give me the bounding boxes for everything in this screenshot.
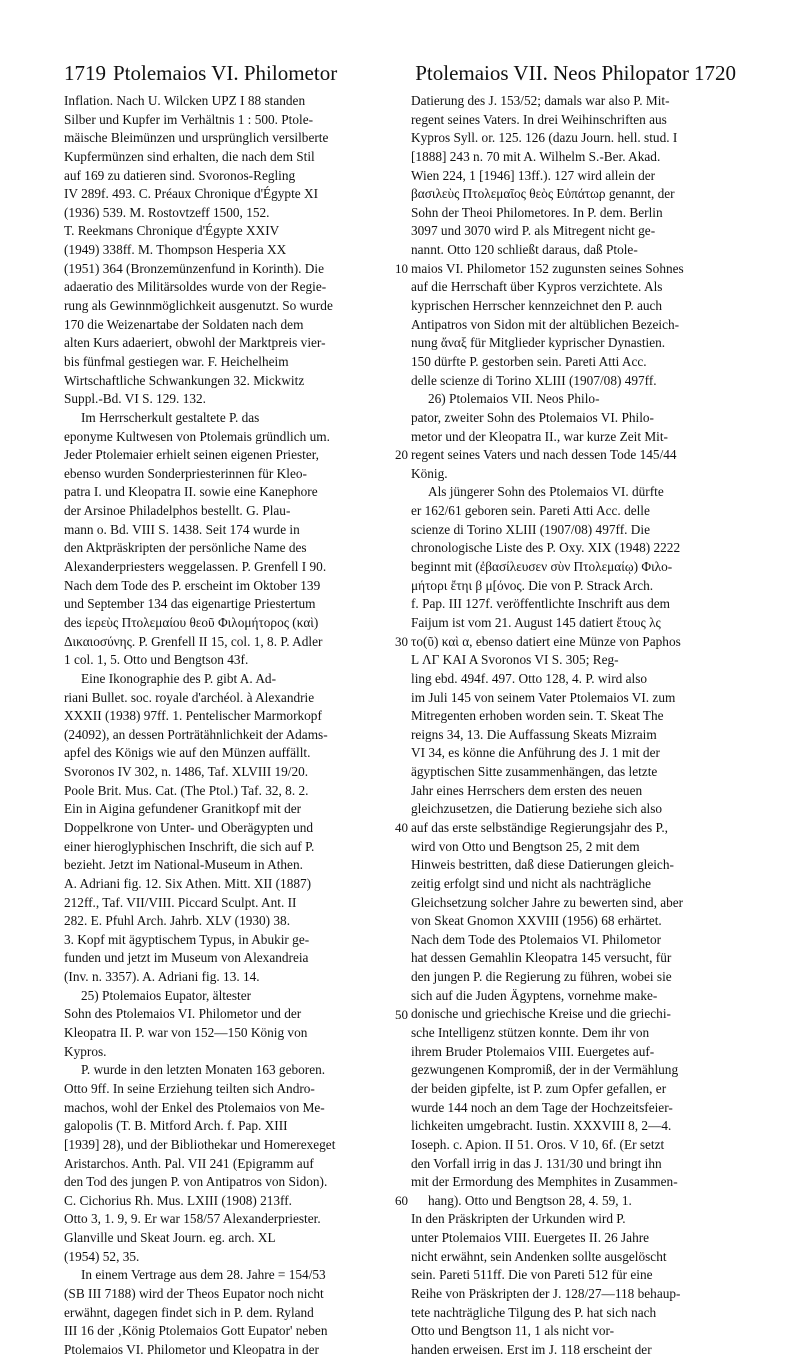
text-line: tete nachträgliche Tilgung des P. hat sich nach [411,1304,657,1320]
text-line: Im Herrscherkult gestaltete P. das [81,409,260,425]
text-line: Nach dem Tode des P. erscheint im Oktober 139 [64,577,321,593]
text-line: Inflation. Nach U. Wilcken UPZ I 88 standen [64,93,306,108]
page-header [64,60,736,86]
text-line: (1936) 539. M. Rostovtzeff 1500, 152. [64,204,270,220]
text-line: Sohn des Ptolemaios VI. Philometor und der [64,1006,302,1022]
line-number: 40 [395,820,408,836]
text-line: Ioseph. c. Apion. II 51. Oros. V 10, 6f. (Er setzt [411,1136,665,1152]
text-line: rung als Gewinnmöglichkeit ausgenutzt. So wurde [64,298,333,314]
right-page-number: 1720 [694,61,736,85]
text-line: (1949) 338ff. M. Thompson Hesperia XX [64,242,287,258]
text-line: funden und jetzt im Museum von Alexandreia [64,950,309,966]
text-line: T. Reekmans Chronique d'Égypte XXIV [64,223,280,239]
right-running-title: Ptolemaios VII. Neos Philopator [415,61,689,85]
text-line: Jahr eines Herrschers dem ersten des neuen [411,782,643,798]
text-line: ägyptischen Sitte zusammenhängen, das letzte [411,764,658,780]
text-line: einer hieroglyphischen Inschrift, die sich auf P. [64,838,315,854]
text-line: Reihe von Präskripten der J. 128/27—118 behaup- [411,1286,681,1301]
text-line: Otto 9ff. In seine Erziehung teilten sich Andro- [64,1080,315,1096]
text-line: der Arsinoe Philadelphos bestellt. G. Plau- [64,503,291,519]
text-line: Doppelkrone von Unter- und Oberägypten und [64,819,313,835]
text-line: XXXII (1938) 97ff. 1. Pentelischer Marmorkopf [64,708,322,724]
text-line: P. wurde in den letzten Monaten 163 geboren. [81,1062,326,1078]
left-page-number: 1719 [64,61,106,85]
text-line: Nach dem Tode des Ptolemaios VI. Philometor [411,931,662,947]
text-line: Otto 3, 1. 9, 9. Er war 158/57 Alexanderpriester. [64,1211,321,1227]
text-line: Ein in Aigina gefundener Granitkopf mit der [64,801,302,817]
text-line: (1951) 364 (Bronzemünzenfund in Korinth). Die [64,260,324,276]
text-line: erwähnt, dagegen findet sich in P. dem. Ryland [64,1304,314,1320]
text-line: machos, wohl der Enkel des Ptolemaios von Me- [64,1099,325,1115]
text-line: Kleopatra II. P. war von 152—150 König von [64,1025,308,1041]
right-running-head [415,60,736,86]
text-line: Gleichsetzung solcher Jahre zu bewerten sind, aber [411,894,684,910]
text-line: unter Ptolemaios VIII. Euergetes II. 26 Jahre [411,1230,650,1246]
text-line: το(ῦ) καὶ α, ebenso datiert eine Münze von Paphos [411,633,681,649]
text-line: In den Präskripten der Urkunden wird P. [411,1211,626,1227]
text-line: (SB III 7188) wird der Theos Eupator noch nicht [64,1286,324,1301]
text-line: wurde 144 noch an dem Tage der Hochzeitsfeier- [411,1099,673,1115]
text-line: apfel des Königs wie auf den Münzen auffällt. [64,745,311,761]
text-line: Datierung des J. 153/52; damals war also P. Mit- [411,93,670,108]
text-line: nung ἄναξ für Mitglieder kyprischer Dynastien. [411,335,666,351]
text-line: 3. Kopf mit ägyptischem Typus, in Abukir ge- [64,931,310,947]
text-line: bezieht. Jetzt im National-Museum in Athen. [64,857,303,873]
text-line: auf 169 zu datieren sind. Svoronos-Regling [64,167,296,183]
text-line: den Vorfall irrig in das J. 131/30 und bringt ihn [411,1155,662,1171]
text-line: adaeratio des Militärsoldes wurde von der Regie- [64,279,327,295]
text-line: den jungen P. die Regierung zu führen, wobei sie [411,969,672,985]
text-line: In einem Vertrage aus dem 28. Jahre = 154/53 [81,1267,326,1283]
text-line: Otto und Bengtson 11, 1 als nicht vor- [411,1323,615,1339]
text-line: maios VI. Philometor 152 zugunsten seines Sohnes [411,260,684,276]
text-line: er 162/61 geboren sein. Pareti Atti Acc. delle [411,503,650,519]
text-line: Als jüngerer Sohn des Ptolemaios VI. dürfte [428,484,664,500]
text-line: Hinweis bestritten, daß diese Datierungen gleich- [411,857,674,873]
text-line: 282. E. Pfuhl Arch. Jahrb. XLV (1930) 38. [64,913,291,929]
text-line: Wirtschaftliche Schwankungen 32. Mickwitz [64,372,305,388]
text-line: Kypros Syll. or. 125. 126 (dazu Journ. hell. stud. I [411,130,678,146]
text-line: Sohn der Theoi Philometores. In P. dem. Berlin [411,204,663,220]
left-running-head [64,60,337,86]
text-line: beginnt mit (ἐβασίλευσεν σὺν Πτολεμαίῳ) Φιλο- [411,559,673,575]
text-line: pator, zweiter Sohn des Ptolemaios VI. Philo- [411,409,654,425]
text-line: Faijum ist vom 21. August 145 datiert ἔτους λς [411,614,661,630]
text-line: (1954) 52, 35. [64,1248,140,1264]
text-line: Suppl.-Bd. VI S. 129. 132. [64,391,206,407]
text-line: (Inv. n. 3357). A. Adriani fig. 13. 14. [64,969,260,985]
text-line: μήτορι ἔτηι β μ[όνος. Die von P. Strack Arch. [411,577,654,593]
text-line: gleichzusetzen, die Datierung beziehe sich also [411,801,663,817]
text-line: ihrem Bruder Ptolemaios VIII. Euergetes auf- [411,1043,655,1059]
line-number: 20 [395,447,408,463]
text-line: reigns 34, 13. Die Auffassung Skeats Mizraim [411,726,657,742]
text-line: 3097 und 3070 wird P. als Mitregent nicht ge- [411,223,656,239]
line-number: 60 [395,1193,408,1209]
text-line: im Juli 145 von seinem Vater Ptolemaios VI. zum [411,689,676,705]
text-line: mäische Bleimünzen und ursprünglich versilberte [64,130,329,146]
text-line: C. Cichorius Rh. Mus. LXIII (1908) 213ff. [64,1192,293,1208]
text-line: chronologische Liste des P. Oxy. XIX (1948) 2222 [411,540,681,556]
text-line: III 16 der ‚König Ptolemaios Gott Eupator' neben [64,1323,328,1339]
text-line: mann o. Bd. VIII S. 1438. Seit 174 wurde in [64,521,300,537]
text-line: den Tod des jungen P. von Antipatros von Sidon). [64,1174,328,1190]
text-line: A. Adriani fig. 12. Six Athen. Mitt. XII (1887) [64,875,312,891]
text-line: donische und griechische Kreise und die griechi- [411,1006,671,1022]
text-line: von Skeat Gnomon XXVIII (1956) 68 erhärtet. [411,913,662,929]
text-line: [1939] 28), und der Bibliothekar und Homerexeget [64,1136,336,1152]
text-line: König. [411,465,448,481]
text-line: hat dessen Gemahlin Kleopatra 145 versucht, für [411,950,672,966]
text-line: VI 34, es könne die Anführung des J. 1 mit der [411,745,660,761]
text-line: auf die Herrschaft über Kypros verzichtete. Als [411,279,663,295]
text-line: eponyme Kultwesen von Ptolemais gründlich um. [64,428,330,444]
text-line: ebenso wurden Sonderpriesterinnen für Kleo- [64,465,307,481]
text-line: wird von Otto und Bengtson 25, 2 mit dem [411,838,640,854]
text-line: Antipatros von Sidon mit der altüblichen Bezeich- [411,316,680,332]
text-line: IV 289f. 493. C. Préaux Chronique d'Égypte XI [64,186,319,202]
text-line: alten Kurs adaeriert, obwohl der Marktpreis vier- [64,335,326,351]
text-line: nicht erwähnt, sein Andenken sollte ausgelöscht [411,1248,667,1264]
text-line: Alexanderpriesters weggelassen. P. Grenfell I 90. [64,559,327,575]
text-line: den Aktpräskripten der persönliche Name des [64,540,307,556]
text-line: f. Pap. III 127f. veröffentlichte Inschrift aus dem [411,596,670,612]
text-line: 212ff., Taf. VII/VIII. Piccard Sculpt. Ant. II [64,894,297,910]
text-line: [1888] 243 n. 70 mit A. Wilhelm S.-Ber. Akad. [411,148,661,164]
text-line: metor und der Kleopatra II., war kurze Zeit Mit- [411,428,668,444]
text-line: auf das erste selbständige Regierungsjahr des P., [411,819,669,835]
text-line: Wien 224, 1 [1946] 13ff.). 127 wird allein der [411,167,656,183]
text-line: riani Bullet. soc. royale d'archéol. à Alexandrie [64,689,315,705]
text-line: 170 die Weizenartabe der Soldaten nach dem [64,316,304,332]
text-line: Δικαιοσύνης. P. Grenfell II 15, col. 1, 8. P. Adler [64,633,323,649]
text-line: zeitig erfolgt sind und nicht als nachträgliche [411,875,652,891]
text-line: mit der Ermordung des Memphites in Zusammen- [411,1174,678,1190]
text-line: βασιλεὺς Πτολεμαῖος θεὸς Εὐπάτωρ genannt, der [411,186,675,202]
text-line: sche Intelligenz stützen konnte. Dem ihr von [411,1025,650,1041]
text-line: Poole Brit. Mus. Cat. (The Ptol.) Taf. 32, 8. 2. [64,782,309,798]
text-line: lichkeiten umgebracht. Iustin. XXXVIII 8, 2—4. [411,1118,672,1134]
text-line: Mitregenten erhoben worden sein. T. Skeat The [411,708,664,724]
text-line: handen erweisen. Erst im J. 118 erscheint der [411,1341,652,1357]
text-line: 1 col. 1, 5. Otto und Bengtson 43f. [64,652,249,668]
text-line: delle scienze di Torino XLIII (1907/08) 497ff. [411,372,657,388]
text-line: Eine Ikonographie des P. gibt A. Ad- [81,670,276,686]
text-line: Ptolemaios VI. Philometor und Kleopatra in der [64,1341,319,1357]
text-line: des ἱερεὺς Πτολεμαίου θεοῦ Φιλομήτορος (καὶ) [64,614,319,630]
text-line: regent seines Vaters. In drei Weihinschriften aus [411,111,667,127]
text-line: scienze di Torino XLIII (1907/08) 497ff. Die [411,521,650,537]
text-line: 150 dürfte P. gestorben sein. Pareti Atti Acc. [411,353,647,369]
text-line: der beiden gipfelte, ist P. zum Opfer gefallen, er [411,1080,667,1096]
text-line: sein. Pareti 511ff. Die von Pareti 512 für eine [411,1267,653,1283]
text-line: gezwungenen Kompromiß, der in der Vermählung [411,1062,679,1078]
text-line: regent seines Vaters und nach dessen Tode 145/44 [411,447,677,463]
text-line: Glanville und Skeat Journ. eg. arch. XL [64,1230,276,1246]
left-running-title: Ptolemaios VI. Philometor [113,61,338,85]
line-number: 30 [395,633,408,649]
text-line: Kupfermünzen sind erhalten, die nach dem Stil [64,148,315,164]
line-number: 50 [395,1006,408,1022]
text-line: sich auf die Juden Ägyptens, vornehme make- [411,987,658,1003]
text-line: und September 134 das eigenartige Priestertum [64,596,316,612]
text-line: Aristarchos. Anth. Pal. VII 241 (Epigramm auf [64,1155,314,1171]
line-number: 10 [395,260,408,276]
text-line: Kypros. [64,1043,107,1059]
text-line: patra I. und Kleopatra II. sowie eine Kanephore [64,484,318,500]
text-line: hang). Otto und Bengtson 28, 4. 59, 1. [428,1192,632,1208]
text-line: galopolis (T. B. Mitford Arch. f. Pap. XIII [64,1118,288,1134]
text-line: (24092), an dessen Porträtähnlichkeit der Adams- [64,726,328,742]
text-line: Svoronos IV 302, n. 1486, Taf. XLVIII 19/20. [64,764,309,780]
text-line: bis fünfmal gestiegen war. F. Heichelheim [64,353,289,369]
text-line: 26) Ptolemaios VII. Neos Philo- [428,391,600,407]
text-line: L ΛΓ ΚΑΙ Α Svoronos VI S. 305; Reg- [411,652,619,668]
text-line: kyprischen Herrscher kennzeichnet den P. auch [411,298,663,314]
text-line: nannt. Otto 120 schließt daraus, daß Ptole- [411,242,638,258]
text-line: Jeder Ptolemaier erhielt seinen eigenen Priester, [64,447,319,463]
text-line: Silber und Kupfer im Verhältnis 1 : 500. Ptole- [64,111,314,127]
right-text-column [411,92,736,1360]
text-line: ling ebd. 494f. 497. Otto 128, 4. P. wird also [411,670,648,686]
text-line: 25) Ptolemaios Eupator, ältester [81,987,252,1003]
left-text-column [64,92,392,1360]
